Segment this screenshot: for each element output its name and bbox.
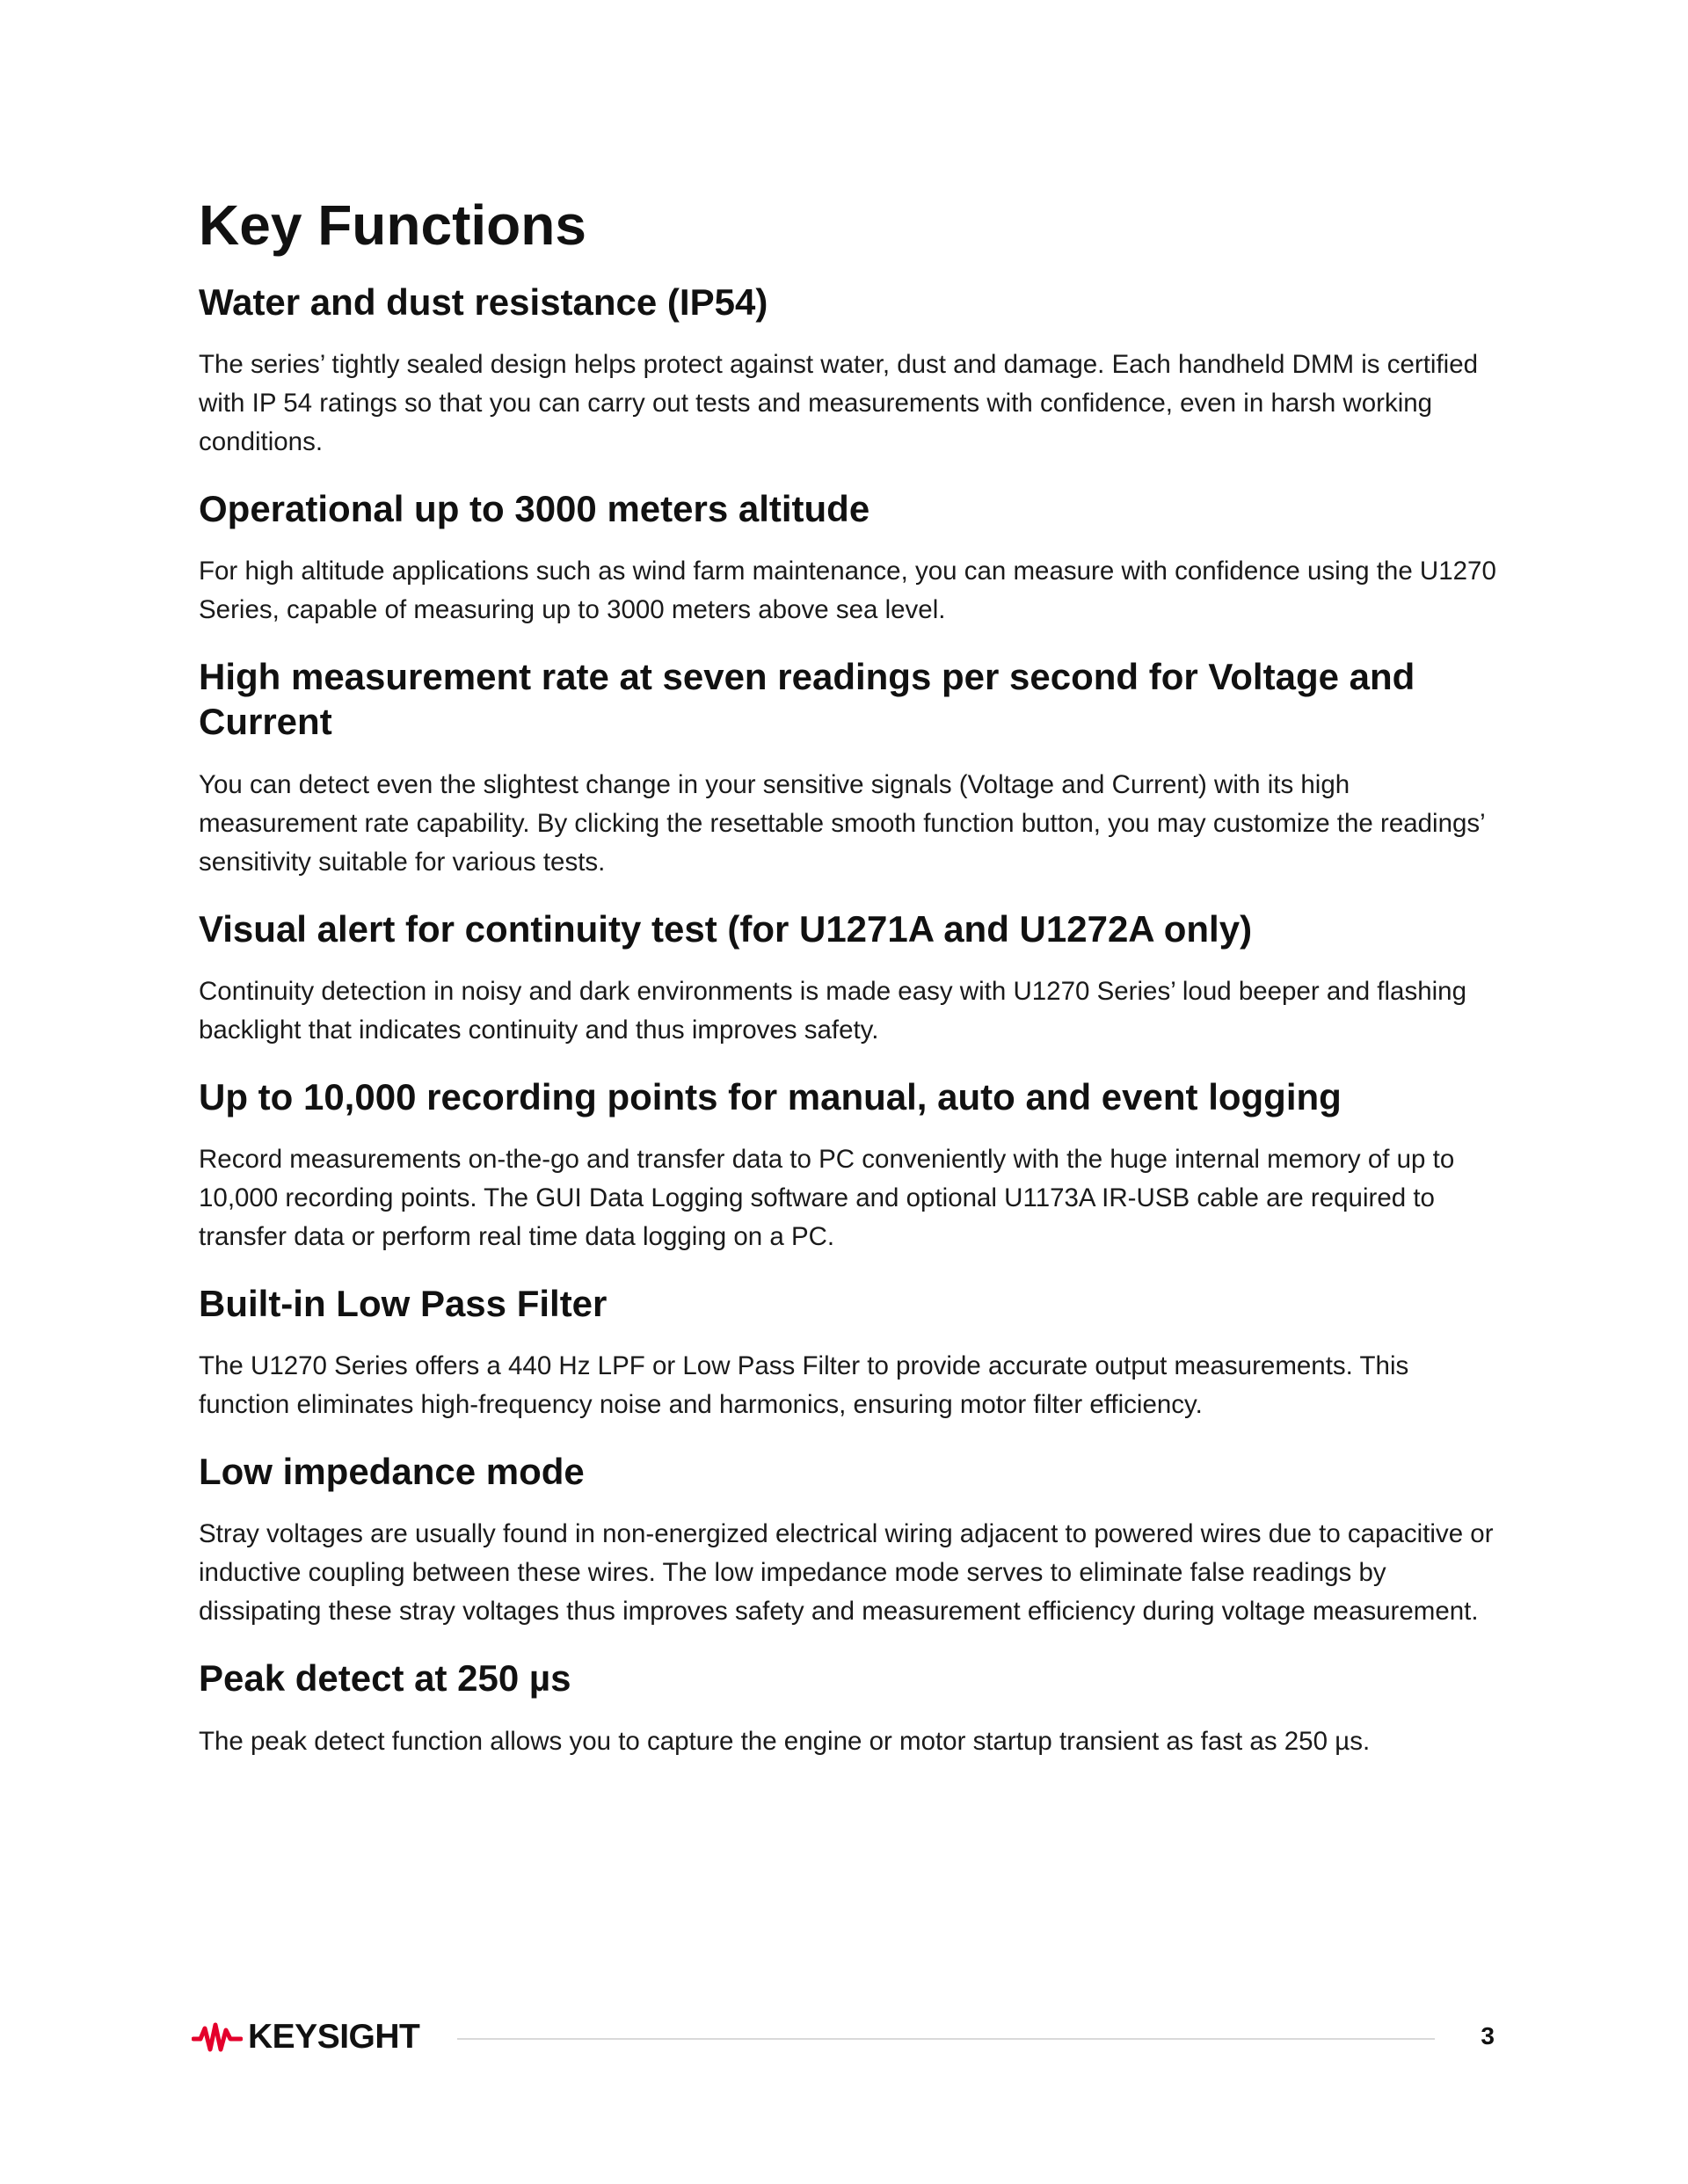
brand-name: KEYSIGHT bbox=[248, 2018, 420, 2056]
page-footer bbox=[192, 2015, 1502, 2059]
section-heading: Visual alert for continuity test (for U1271A and U1272A only) bbox=[199, 907, 1253, 950]
section-body: You can detect even the slightest change in your sensitive signals (Voltage and Current) with its high measurement rate capability. By clicking the resettable smooth function button, you may customize the readings’ sensitivity suitable for various tests. bbox=[199, 769, 1485, 877]
section-body: Record measurements on-the-go and transfer data to PC conveniently with the huge internal memory of up to 10,000 recording points. The GUI Data Logging software and optional U1173A IR-USB cable are required to transfer data or perform real time data logging on a PC. bbox=[199, 1145, 1455, 1251]
footer-divider bbox=[457, 2038, 1435, 2040]
section-water-dust-resistance bbox=[199, 280, 1500, 462]
section-low-impedance bbox=[199, 1449, 1500, 1631]
section-heading: Low impedance mode bbox=[199, 1451, 585, 1493]
section-peak-detect bbox=[199, 1656, 1500, 1760]
keysight-logo bbox=[192, 2015, 419, 2059]
section-heading: Operational up to 3000 meters altitude bbox=[199, 487, 870, 529]
document-content bbox=[199, 193, 1500, 1786]
section-heading: High measurement rate at seven readings per second for Voltage and Current bbox=[199, 656, 1415, 743]
section-body: The peak detect function allows you to capture the engine or motor startup transient as fast as 250 µs. bbox=[199, 1726, 1371, 1756]
section-body: The series’ tightly sealed design helps protect against water, dust and damage. Each handheld DMM is certified with IP 54 ratings so that you can carry out tests and measurements with confidence, even in harsh working conditions. bbox=[199, 349, 1479, 456]
section-measurement-rate bbox=[199, 654, 1500, 881]
section-heading: Built-in Low Pass Filter bbox=[199, 1283, 608, 1324]
section-body: Stray voltages are usually found in non-energized electrical wiring adjacent to powered wires due to capacitive or inductive coupling between these wires. The low impedance mode serves to eliminate false readings by dissipating these stray voltages thus improves safety and measurement efficiency during voltage measurement. bbox=[199, 1519, 1494, 1627]
section-body: Continuity detection in noisy and dark environments is made easy with U1270 Series’ loud beeper and flashing backlight that indicates continuity and thus improves safety. bbox=[199, 976, 1466, 1045]
section-recording-points bbox=[199, 1074, 1500, 1256]
section-body: For high altitude applications such as wind farm maintenance, you can measure with confidence using the U1270 Series, capable of measuring up to 3000 meters above sea level. bbox=[199, 557, 1496, 625]
page-number: 3 bbox=[1481, 2022, 1495, 2049]
page-title: Key Functions bbox=[199, 193, 586, 257]
section-body: The U1270 Series offers a 440 Hz LPF or Low Pass Filter to provide accurate output measurements. This function eliminates high-frequency noise and harmonics, ensuring motor filter efficiency. bbox=[199, 1351, 1409, 1420]
section-altitude bbox=[199, 486, 1500, 630]
section-heading: Up to 10,000 recording points for manual, auto and event logging bbox=[199, 1075, 1342, 1117]
section-low-pass-filter bbox=[199, 1281, 1500, 1424]
section-heading: Water and dust resistance (IP54) bbox=[199, 280, 768, 323]
keysight-wave-icon bbox=[192, 2020, 243, 2055]
section-heading: Peak detect at 250 µs bbox=[199, 1657, 571, 1700]
section-visual-alert bbox=[199, 906, 1500, 1050]
